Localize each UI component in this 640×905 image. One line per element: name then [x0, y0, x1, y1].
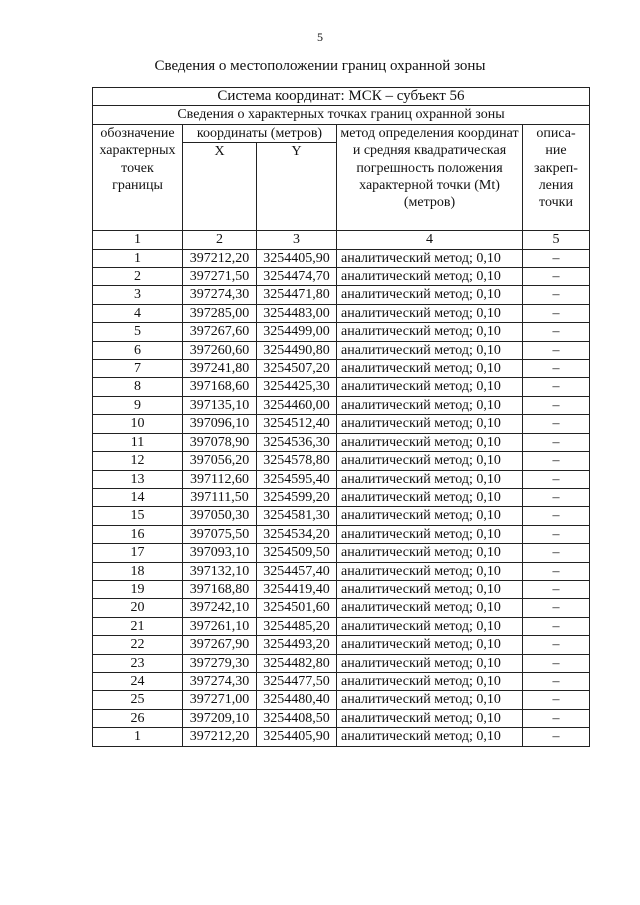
- table-row: [93, 580, 590, 598]
- method-cell: аналитический метод; 0,10: [337, 617, 523, 635]
- method-cell: аналитический метод; 0,10: [337, 470, 523, 488]
- description-cell: –: [523, 672, 590, 690]
- description-cell: –: [523, 544, 590, 562]
- point-cell: 3: [93, 286, 183, 304]
- x-coordinate-cell: 397135,10: [183, 396, 257, 414]
- column-number: 4: [337, 231, 523, 249]
- method-cell: аналитический метод; 0,10: [337, 433, 523, 451]
- table-row: [93, 672, 590, 690]
- table-row: [93, 488, 590, 506]
- point-cell: 4: [93, 304, 183, 322]
- x-coordinate-cell: 397285,00: [183, 304, 257, 322]
- boundary-points-table: [92, 87, 590, 747]
- method-cell: аналитический метод; 0,10: [337, 415, 523, 433]
- y-coordinate-cell: 3254405,90: [257, 728, 337, 746]
- table-row: [93, 562, 590, 580]
- y-coordinate-cell: 3254471,80: [257, 286, 337, 304]
- method-cell: аналитический метод; 0,10: [337, 268, 523, 286]
- y-coordinate-cell: 3254507,20: [257, 360, 337, 378]
- method-cell: аналитический метод; 0,10: [337, 396, 523, 414]
- point-cell: 22: [93, 636, 183, 654]
- x-coordinate-cell: 397242,10: [183, 599, 257, 617]
- table-row: [93, 360, 590, 378]
- method-cell: аналитический метод; 0,10: [337, 709, 523, 727]
- column-numbers-row: [93, 231, 590, 249]
- point-cell: 18: [93, 562, 183, 580]
- description-cell: –: [523, 360, 590, 378]
- point-cell: 1: [93, 728, 183, 746]
- method-cell: аналитический метод; 0,10: [337, 488, 523, 506]
- x-coordinate-cell: 397075,50: [183, 525, 257, 543]
- point-designation-header: обозначение характерных точек границы: [93, 124, 183, 230]
- y-coordinate-cell: 3254578,80: [257, 452, 337, 470]
- point-cell: 20: [93, 599, 183, 617]
- method-cell: аналитический метод; 0,10: [337, 378, 523, 396]
- x-coordinate-cell: 397209,10: [183, 709, 257, 727]
- point-cell: 13: [93, 470, 183, 488]
- y-coordinate-cell: 3254483,00: [257, 304, 337, 322]
- coordinates-header: координаты (метров): [183, 124, 337, 142]
- point-cell: 25: [93, 691, 183, 709]
- method-cell: аналитический метод; 0,10: [337, 544, 523, 562]
- x-coordinate-cell: 397132,10: [183, 562, 257, 580]
- x-coordinate-cell: 397212,20: [183, 728, 257, 746]
- point-cell: 19: [93, 580, 183, 598]
- method-cell: аналитический метод; 0,10: [337, 323, 523, 341]
- method-cell: аналитический метод; 0,10: [337, 507, 523, 525]
- method-cell: аналитический метод; 0,10: [337, 728, 523, 746]
- description-cell: –: [523, 452, 590, 470]
- method-cell: аналитический метод; 0,10: [337, 672, 523, 690]
- table-row: [93, 544, 590, 562]
- description-cell: –: [523, 249, 590, 267]
- method-cell: аналитический метод; 0,10: [337, 360, 523, 378]
- description-cell: –: [523, 378, 590, 396]
- section-title-row: [93, 106, 590, 124]
- y-coordinate-cell: 3254501,60: [257, 599, 337, 617]
- x-coordinate-cell: 397279,30: [183, 654, 257, 672]
- x-coordinate-cell: 397241,80: [183, 360, 257, 378]
- description-header: описа- ние закреп- ления точки: [523, 124, 590, 230]
- y-header: Y: [257, 143, 337, 231]
- description-cell: –: [523, 323, 590, 341]
- method-cell: аналитический метод; 0,10: [337, 654, 523, 672]
- y-coordinate-cell: 3254482,80: [257, 654, 337, 672]
- x-coordinate-cell: 397112,60: [183, 470, 257, 488]
- y-coordinate-cell: 3254509,50: [257, 544, 337, 562]
- y-coordinate-cell: 3254595,40: [257, 470, 337, 488]
- table-row: [93, 599, 590, 617]
- x-coordinate-cell: 397267,90: [183, 636, 257, 654]
- description-cell: –: [523, 599, 590, 617]
- point-cell: 12: [93, 452, 183, 470]
- y-coordinate-cell: 3254512,40: [257, 415, 337, 433]
- point-cell: 1: [93, 249, 183, 267]
- point-cell: 10: [93, 415, 183, 433]
- y-coordinate-cell: 3254425,30: [257, 378, 337, 396]
- y-coordinate-cell: 3254474,70: [257, 268, 337, 286]
- description-cell: –: [523, 341, 590, 359]
- description-cell: –: [523, 396, 590, 414]
- x-coordinate-cell: 397050,30: [183, 507, 257, 525]
- y-coordinate-cell: 3254408,50: [257, 709, 337, 727]
- y-coordinate-cell: 3254581,30: [257, 507, 337, 525]
- description-cell: –: [523, 709, 590, 727]
- description-cell: –: [523, 304, 590, 322]
- method-cell: аналитический метод; 0,10: [337, 599, 523, 617]
- table-row: [93, 396, 590, 414]
- description-cell: –: [523, 507, 590, 525]
- column-number: 5: [523, 231, 590, 249]
- y-coordinate-cell: 3254477,50: [257, 672, 337, 690]
- point-cell: 24: [93, 672, 183, 690]
- description-cell: –: [523, 286, 590, 304]
- method-header: метод определения координат и средняя квадратическая погрешность положения характерной точки (Mt) (метров): [337, 124, 523, 230]
- description-cell: –: [523, 728, 590, 746]
- x-coordinate-cell: 397168,80: [183, 580, 257, 598]
- method-cell: аналитический метод; 0,10: [337, 562, 523, 580]
- x-coordinate-cell: 397260,60: [183, 341, 257, 359]
- x-coordinate-cell: 397274,30: [183, 286, 257, 304]
- description-cell: –: [523, 617, 590, 635]
- x-coordinate-cell: 397096,10: [183, 415, 257, 433]
- point-cell: 6: [93, 341, 183, 359]
- table-row: [93, 525, 590, 543]
- table-row: [93, 728, 590, 746]
- header-row: [93, 124, 590, 142]
- x-coordinate-cell: 397168,60: [183, 378, 257, 396]
- table-row: [93, 470, 590, 488]
- y-coordinate-cell: 3254534,20: [257, 525, 337, 543]
- point-cell: 16: [93, 525, 183, 543]
- table-row: [93, 378, 590, 396]
- description-cell: –: [523, 433, 590, 451]
- x-coordinate-cell: 397271,00: [183, 691, 257, 709]
- description-cell: –: [523, 470, 590, 488]
- table-row: [93, 654, 590, 672]
- y-coordinate-cell: 3254490,80: [257, 341, 337, 359]
- point-cell: 26: [93, 709, 183, 727]
- y-coordinate-cell: 3254419,40: [257, 580, 337, 598]
- point-cell: 17: [93, 544, 183, 562]
- description-cell: –: [523, 562, 590, 580]
- point-cell: 2: [93, 268, 183, 286]
- y-coordinate-cell: 3254536,30: [257, 433, 337, 451]
- method-cell: аналитический метод; 0,10: [337, 525, 523, 543]
- description-cell: –: [523, 268, 590, 286]
- method-cell: аналитический метод; 0,10: [337, 452, 523, 470]
- point-cell: 15: [93, 507, 183, 525]
- description-cell: –: [523, 525, 590, 543]
- point-cell: 21: [93, 617, 183, 635]
- table-row: [93, 709, 590, 727]
- x-header: X: [183, 143, 257, 231]
- y-coordinate-cell: 3254599,20: [257, 488, 337, 506]
- x-coordinate-cell: 397111,50: [183, 488, 257, 506]
- document-title: Сведения о местоположении границ охранной зоны: [154, 58, 486, 74]
- point-cell: 23: [93, 654, 183, 672]
- description-cell: –: [523, 691, 590, 709]
- table-row: [93, 249, 590, 267]
- coordinate-system-row: [93, 88, 590, 106]
- x-coordinate-cell: 397093,10: [183, 544, 257, 562]
- table-row: [93, 691, 590, 709]
- method-cell: аналитический метод; 0,10: [337, 304, 523, 322]
- point-cell: 11: [93, 433, 183, 451]
- description-cell: –: [523, 654, 590, 672]
- x-coordinate-cell: 397261,10: [183, 617, 257, 635]
- table-row: [93, 452, 590, 470]
- coordinate-system: Система координат: МСК – субъект 56: [93, 88, 590, 106]
- point-cell: 5: [93, 323, 183, 341]
- table-row: [93, 507, 590, 525]
- y-coordinate-cell: 3254493,20: [257, 636, 337, 654]
- x-coordinate-cell: 397056,20: [183, 452, 257, 470]
- table-row: [93, 433, 590, 451]
- table-row: [93, 415, 590, 433]
- table-row: [93, 286, 590, 304]
- y-coordinate-cell: 3254499,00: [257, 323, 337, 341]
- table-row: [93, 636, 590, 654]
- point-cell: 7: [93, 360, 183, 378]
- description-cell: –: [523, 415, 590, 433]
- column-number: 3: [257, 231, 337, 249]
- point-cell: 8: [93, 378, 183, 396]
- x-coordinate-cell: 397271,50: [183, 268, 257, 286]
- table-row: [93, 323, 590, 341]
- y-coordinate-cell: 3254460,00: [257, 396, 337, 414]
- method-cell: аналитический метод; 0,10: [337, 341, 523, 359]
- x-coordinate-cell: 397078,90: [183, 433, 257, 451]
- table-row: [93, 304, 590, 322]
- y-coordinate-cell: 3254485,20: [257, 617, 337, 635]
- method-cell: аналитический метод; 0,10: [337, 249, 523, 267]
- method-cell: аналитический метод; 0,10: [337, 580, 523, 598]
- method-cell: аналитический метод; 0,10: [337, 286, 523, 304]
- table-row: [93, 617, 590, 635]
- page-number: 5: [317, 30, 323, 44]
- description-cell: –: [523, 636, 590, 654]
- point-cell: 14: [93, 488, 183, 506]
- x-coordinate-cell: 397274,30: [183, 672, 257, 690]
- table-row: [93, 268, 590, 286]
- y-coordinate-cell: 3254480,40: [257, 691, 337, 709]
- description-cell: –: [523, 580, 590, 598]
- method-cell: аналитический метод; 0,10: [337, 636, 523, 654]
- y-coordinate-cell: 3254405,90: [257, 249, 337, 267]
- description-cell: –: [523, 488, 590, 506]
- section-title: Сведения о характерных точках границ охранной зоны: [93, 106, 590, 124]
- x-coordinate-cell: 397212,20: [183, 249, 257, 267]
- point-cell: 9: [93, 396, 183, 414]
- y-coordinate-cell: 3254457,40: [257, 562, 337, 580]
- method-cell: аналитический метод; 0,10: [337, 691, 523, 709]
- column-number: 2: [183, 231, 257, 249]
- x-coordinate-cell: 397267,60: [183, 323, 257, 341]
- column-number: 1: [93, 231, 183, 249]
- table-row: [93, 341, 590, 359]
